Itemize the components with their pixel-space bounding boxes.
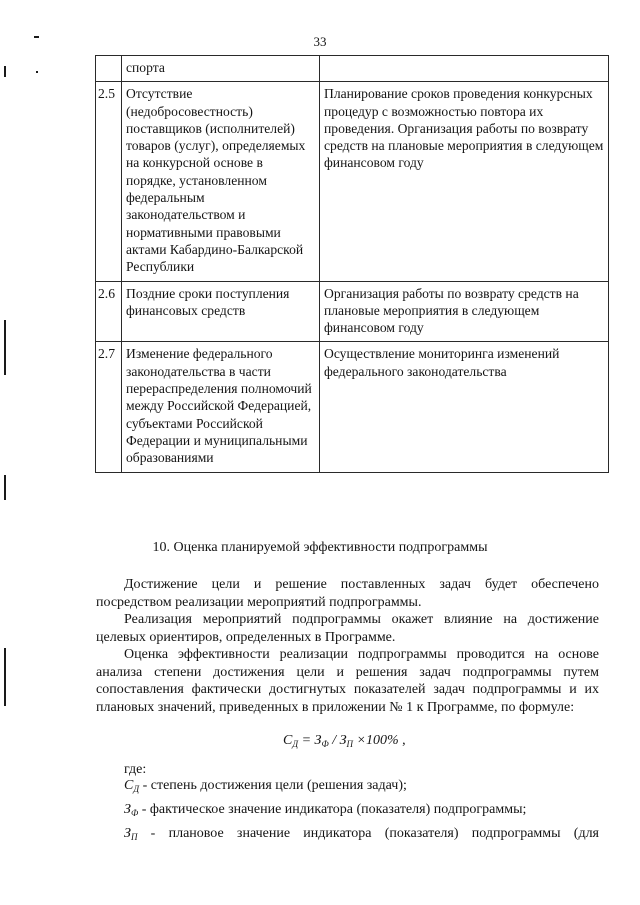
symbol-subscript: Ф: [130, 808, 139, 818]
formula-denominator: З: [339, 733, 347, 748]
risk-cell: Поздние сроки поступления финансовых средств: [122, 281, 320, 342]
definition-symbol: [124, 826, 137, 841]
section-heading: 10. Оценка планируемой эффективности подпрограммы: [152, 540, 488, 555]
efficiency-formula: [283, 733, 406, 749]
scan-mark: [4, 320, 6, 375]
definition-line: [124, 802, 526, 818]
paragraph: Оценка эффективности реализации подпрограммы проводится на основе анализа степени достижения цели и решения задач подпрограммы путем сопоставления фактически достигнутых показателей задач подпрограммы и их плановых значений, приведенных в приложении № 1 к Программе, по формуле:: [96, 647, 599, 715]
formula-comma: ,: [398, 733, 406, 748]
symbol-subscript: Д: [133, 784, 140, 794]
formula-lhs: С: [283, 733, 293, 748]
definition-symbol: [124, 802, 138, 817]
definition-text: - степень достижения цели (решения задач);: [139, 778, 407, 793]
scan-mark: [4, 66, 6, 77]
risk-cell: Изменение федерального законодательства в части перераспределения полномочий между Российской Федерацией, субъектами Российской Федерации и муниципальными образованиями: [122, 342, 320, 472]
scan-mark: [34, 36, 39, 38]
symbol-letter: С: [124, 778, 134, 793]
measure-cell: Осуществление мониторинга изменений федерального законодательства: [320, 342, 609, 472]
formula-numerator-subscript: Ф: [321, 739, 329, 749]
symbol-letter: З: [124, 802, 131, 817]
formula-lhs-subscript: Д: [292, 739, 299, 749]
formula-multiplier: ×100%: [353, 733, 399, 748]
table-row: [96, 281, 609, 342]
row-number-cell: 2.5: [96, 82, 122, 281]
symbol-subscript: П: [130, 832, 138, 842]
measure-cell: Планирование сроков проведения конкурсных процедур с возможностью повтора их проведения. Организация работы по возврату средств на плановые мероприятия в следующем финансовом году: [320, 82, 609, 281]
definition-text: - фактическое значение индикатора (показателя) подпрограммы;: [138, 802, 527, 817]
paragraph: Реализация мероприятий подпрограммы окажет влияние на достижение целевых ориентиров, определенных в Программе.: [96, 612, 599, 645]
measure-cell: Организация работы по возврату средств на плановые мероприятия в следующем финансовом году: [320, 281, 609, 342]
definition-line: [124, 826, 599, 842]
risk-cell: спорта: [122, 56, 320, 82]
formula-divide: /: [328, 733, 340, 748]
risk-measures-table: [95, 55, 609, 473]
body-text: [96, 576, 599, 716]
scan-mark: [4, 648, 6, 706]
formula-numerator: З: [314, 733, 322, 748]
measure-cell: [320, 56, 609, 82]
definition-symbol: [124, 778, 139, 793]
table-row: [96, 82, 609, 281]
table-row: [96, 342, 609, 472]
page-number: 33: [313, 34, 327, 49]
definition-line: [124, 778, 407, 794]
where-label: где:: [124, 762, 147, 777]
definition-text: - плановое значение индикатора (показателя) подпрограммы (для: [137, 826, 599, 841]
paragraph: Достижение цели и решение поставленных задач будет обеспечено посредством реализации мероприятий подпрограммы.: [96, 577, 599, 610]
scan-mark: [36, 71, 38, 73]
risk-cell: Отсутствие (недобросовестность) поставщиков (исполнителей) товаров (услуг), определяемых на конкурсной основе в порядке, установленном федеральным законодательством и нормативными правовыми актами Кабардино-Балкарской Республики: [122, 82, 320, 281]
formula-denominator-subscript: П: [346, 739, 354, 749]
row-number-cell: [96, 56, 122, 82]
scan-mark: [4, 475, 6, 500]
formula-equals: =: [298, 733, 315, 748]
table-row: [96, 56, 609, 82]
row-number-cell: 2.6: [96, 281, 122, 342]
row-number-cell: 2.7: [96, 342, 122, 472]
symbol-letter: З: [124, 826, 131, 841]
